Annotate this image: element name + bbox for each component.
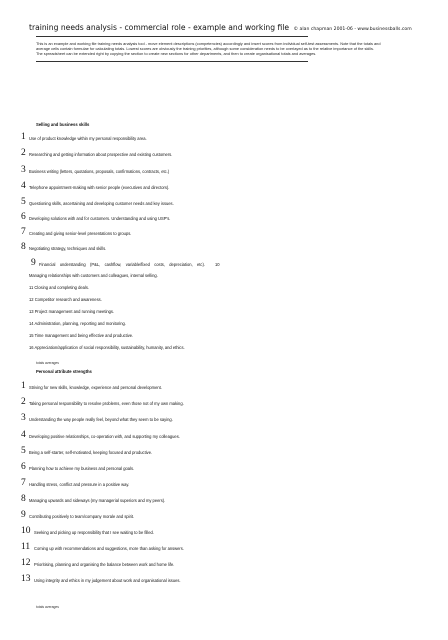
item-number: 9: [31, 258, 36, 268]
section-heading-selling: Selling and business skills: [36, 122, 90, 127]
list-item: 16 Appreciation/application of social responsibility, sustainability, humanity, and ethics.: [29, 345, 185, 350]
item-text: Coming up with recommendations and suggestions, more than asking for answers.: [34, 545, 184, 551]
item-text: Researching and getting information about prospective and existing customers.: [29, 151, 173, 157]
item-text: Managing upwards and sideways (my managerial superiors and my peers).: [29, 497, 166, 503]
item-text: Being a self-starter, self-motivated, keeping focused and productive.: [29, 449, 153, 455]
item-text: Creating and giving senior-level presentations to groups.: [29, 230, 132, 236]
item-number: 3: [21, 413, 26, 423]
item-number: 12: [21, 558, 31, 568]
item-text: Taking personal responsibility to resolve problems, even those not of my own making.: [29, 400, 184, 406]
item-number: 3: [21, 165, 26, 175]
item-number: 2: [21, 397, 26, 407]
item-text: Using integrity and ethics in my judgement about work and organisational issues.: [34, 577, 181, 583]
item-number: 10: [215, 261, 220, 267]
list-item: Managing relationships with customers and colleagues, internal selling.: [29, 273, 158, 278]
item-number: 1: [21, 132, 26, 142]
item-text: Questioning skills, ascertaining and developing customer needs and key issues.: [29, 200, 174, 206]
list-item: 14 Administration, planning, reporting and monitoring.: [29, 321, 126, 326]
item-number: 4: [21, 430, 26, 440]
item-number: 4: [21, 181, 26, 191]
list-item: 11 Closing and completing deals.: [29, 285, 90, 290]
item-text: Business writing (letters, quotations, proposals, confirmations, contracts, etc.): [29, 168, 170, 174]
item-text: Telephone appointment-making with senior people (executives and directors).: [29, 184, 170, 190]
list-item: 12 Competitor research and awareness.: [29, 297, 102, 302]
list-item: 13 Project management and running meetings.: [29, 309, 115, 314]
item-number: 8: [21, 242, 26, 252]
list-item: 15 Time management and being effective and productive.: [29, 333, 134, 338]
item-text: Contributing positively to team/company morale and spirit.: [29, 513, 135, 519]
item-text: Seeking and picking up responsibility that I see waiting to be filled.: [34, 529, 154, 535]
item-text: Financial understanding (P&L, cashflow, variable/fixed costs, depreciation, etc).: [39, 261, 205, 267]
copyright-text: © alan chapman 2001-06 - www.businessballs.com: [293, 27, 412, 32]
item-number: 7: [21, 227, 26, 237]
item-text: Understanding the way people really feel, beyond what they seem to be saying.: [29, 416, 173, 422]
item-text: Handling stress, conflict and pressure in a positive way.: [29, 481, 130, 487]
item-text: Developing solutions with and for customers. Understanding and using USP's.: [29, 215, 171, 221]
section-heading-personal: Personal attribute strengths: [36, 369, 92, 374]
item-text: Striving for new skills, knowledge, experience and personal development.: [29, 384, 162, 390]
title-text: training needs analysis - commercial role - example and working file: [29, 23, 290, 32]
item-number: 10: [21, 526, 31, 536]
item-text: Use of product knowledge within my personal responsibility area.: [29, 135, 147, 141]
item-number: 8: [21, 494, 26, 504]
intro-line: The spreadsheet can be extended right by copying the section to create new sections for other departments, and then to create organisational totals and averages.: [36, 51, 317, 57]
item-text: Planning how to achieve my business and personal goals.: [29, 465, 135, 471]
item-number: 5: [21, 197, 26, 207]
intro-rule: [36, 61, 308, 62]
item-number: 5: [21, 446, 26, 456]
intro-paragraph: [36, 41, 412, 57]
top-rule: [36, 36, 308, 37]
item-text: Negotiating strategy, techniques and skills.: [29, 245, 107, 251]
item-number: 6: [21, 212, 26, 222]
item-number: 6: [21, 462, 26, 472]
document-title: [29, 17, 412, 35]
item-text: Prioritising, planning and organising the balance between work and home life.: [34, 561, 175, 567]
item-number: 1: [21, 381, 26, 391]
totals-averages-label: totals averages: [36, 605, 59, 609]
intro-line: This is an example and working file training needs analysis tool - move element descriptions (competencies) accordingly and insert scores from individual self-test assessments. Note that the totals and: [36, 41, 381, 46]
totals-averages-label: totals averages: [36, 361, 59, 365]
intro-line: average cells contain formulae for calculating totals. Lowest scores are obviously the training priorities, although some consideration needs to be overlayed as to the relative importance of the skills.: [36, 46, 375, 52]
item-number: 9: [21, 510, 26, 520]
item-number: 7: [21, 478, 26, 488]
item-number: 13: [21, 574, 31, 584]
item-text: Developing positive relationships, co-operation with, and supporting my colleagues.: [29, 433, 180, 439]
item-number: 11: [21, 542, 31, 552]
item-number: 2: [21, 148, 26, 158]
